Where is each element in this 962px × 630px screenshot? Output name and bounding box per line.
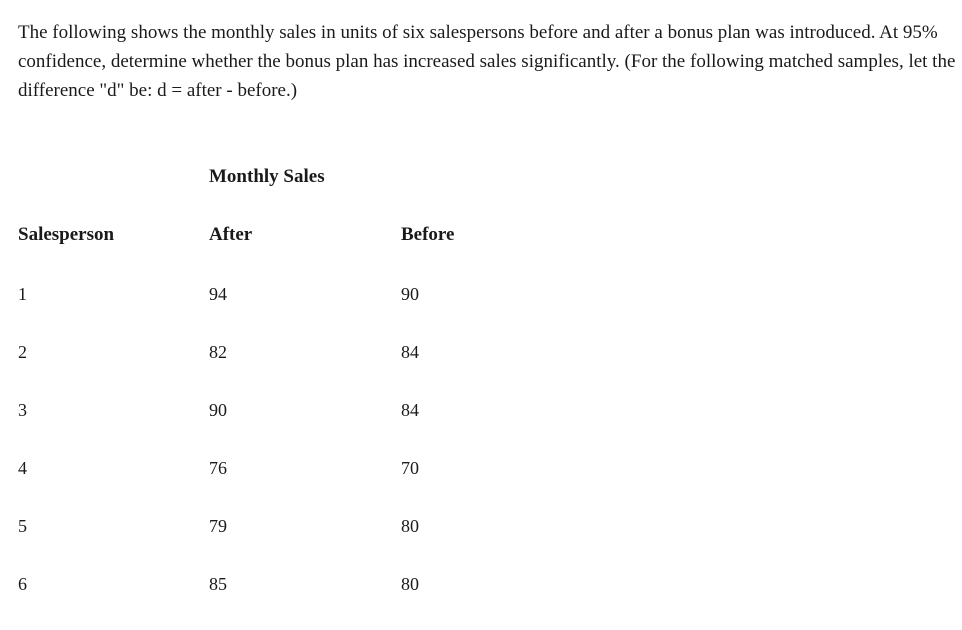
header-before: Before [401, 224, 455, 245]
header-salesperson: Salesperson [18, 224, 115, 245]
problem-statement: The following shows the monthly sales in units of six salespersons before and after a bonus plan was introduced. At 95% confidence, determine whether the bonus plan has increased sales significantly. (For the following matched samples, let the difference "d" be: d = after - before.) [18, 22, 956, 101]
after-cell: 85 [209, 574, 227, 594]
after-cell: 79 [209, 516, 227, 536]
before-cell: 84 [401, 400, 419, 420]
salesperson-cell: 4 [18, 458, 27, 478]
salesperson-cell: 3 [18, 400, 27, 420]
table-title: Monthly Sales [209, 166, 325, 187]
salesperson-cell: 5 [18, 516, 27, 536]
before-cell: 90 [401, 284, 419, 304]
after-cell: 90 [209, 400, 227, 420]
after-cell: 82 [209, 342, 227, 362]
salesperson-cell: 2 [18, 342, 27, 362]
before-cell: 84 [401, 342, 419, 362]
salesperson-cell: 1 [18, 284, 27, 304]
salesperson-cell: 6 [18, 574, 27, 594]
before-cell: 80 [401, 574, 419, 594]
before-cell: 80 [401, 516, 419, 536]
after-cell: 94 [209, 284, 227, 304]
before-cell: 70 [401, 458, 419, 478]
after-cell: 76 [209, 458, 227, 478]
header-after: After [209, 224, 253, 245]
